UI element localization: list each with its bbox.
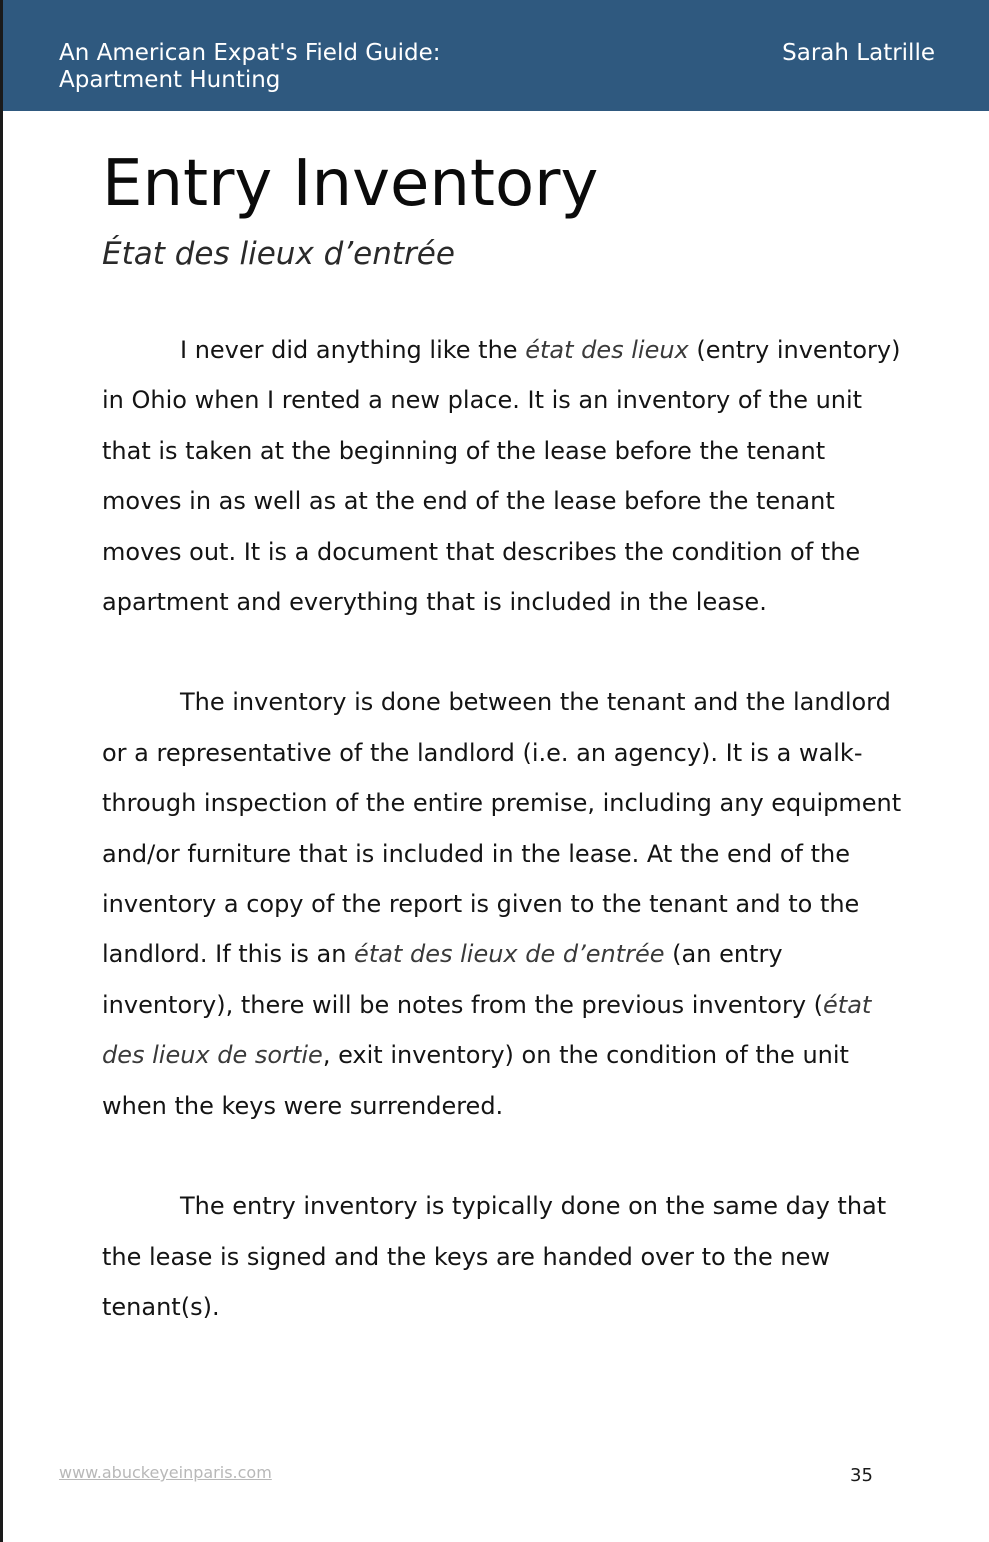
page-title: Entry Inventory <box>102 147 599 221</box>
page-edge-rule <box>0 0 3 1542</box>
paragraph-1-text-a: I never did anything like the <box>180 336 526 364</box>
paragraph-3 <box>102 1181 902 1332</box>
paragraph-3-text-a: The entry inventory is typically done on the same day that the lease is signed and the keys are handed over to the new tenant(s). <box>102 1192 887 1321</box>
website-link[interactable]: www.abuckeyeinparis.com <box>59 1463 272 1482</box>
paragraph-1-italic-a: état des lieux <box>525 336 689 364</box>
paragraph-1-text-b: (entry inventory) in Ohio when I rented a new place. It is an inventory of the unit that is taken at the beginning of the lease before the tenant moves in as well as at the end of the lease before the tenant moves out. It is a document that describes the condition of the apartment and everything that is included in the lease. <box>102 336 901 617</box>
paragraph-2-text-a: The inventory is done between the tenant and the landlord or a representative of the landlord (i.e. an agency). It is a walk-through inspection of the entire premise, including any equipment and/or furniture that is included in the lease. At the end of the inventory a copy of the report is given to the tenant and to the landlord. If this is an <box>102 688 902 969</box>
page-header <box>3 0 989 111</box>
book-title-line-1: An American Expat's Field Guide: <box>59 40 441 66</box>
body-text <box>102 325 902 1382</box>
book-title <box>59 40 579 94</box>
author-name: Sarah Latrille <box>782 40 935 66</box>
paragraph-2-italic-a: état des lieux de d’entrée <box>354 940 665 969</box>
paragraph-2-italic-b: état des lieux de sortie <box>102 990 872 1070</box>
paragraph-1 <box>102 325 902 627</box>
book-title-line-2: Apartment Hunting <box>59 67 281 93</box>
paragraph-2-text-b: (an entry inventory), there will be notes from the previous inventory ( <box>102 940 824 1019</box>
page-subtitle: État des lieux d’entrée <box>102 236 455 272</box>
paragraph-2 <box>102 677 902 1131</box>
paragraph-2-text-c: , exit inventory) on the condition of the unit when the keys were surrendered. <box>102 1041 849 1120</box>
page-number: 35 <box>850 1465 873 1486</box>
